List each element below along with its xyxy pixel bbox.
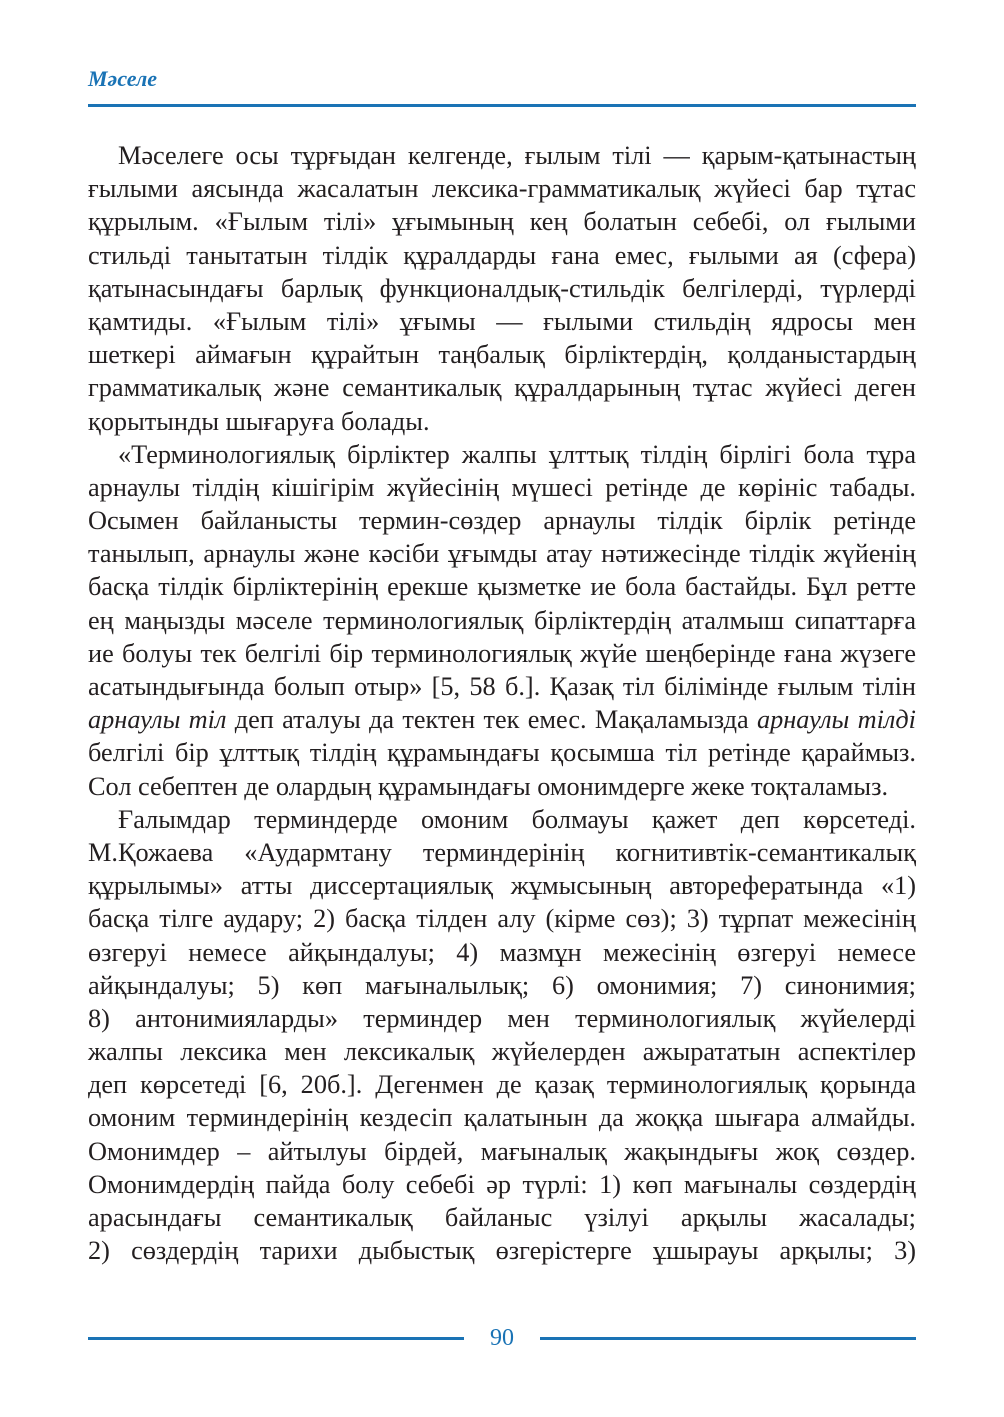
- text-line-with-italics: [88, 703, 916, 736]
- text-line: құрылым. «Ғылым тілі» ұғымының кең болатын себебі, ол ғылыми: [88, 207, 916, 237]
- text-line: деп көрсетеді [6, 20б.]. Дегенмен де қазақ терминологиялық қорында: [88, 1070, 916, 1100]
- article-body: [88, 139, 916, 1267]
- paragraph-2: [88, 438, 916, 803]
- text-line: қорытынды шығаруға болады.: [88, 406, 430, 436]
- text-line: шеткері аймағын құрайтын таңбалық бірліктердің, қолданыстардың: [88, 340, 916, 370]
- text-line: ең маңызды мәселе терминологиялық бірліктердің аталмыш сипаттарға: [88, 605, 916, 635]
- text-line: белгілі бір ұлттық тілдің құрамындағы қосымша тіл ретінде қараймыз.: [88, 738, 916, 768]
- text-line: қатынасындағы барлық функционалдық-стильдік белгілерді, түрлерді: [88, 273, 916, 303]
- text-line: жалпы лексика мен лексикалық жүйелерден ажырататын аспектілер: [88, 1037, 916, 1067]
- text-line: ғылыми аясында жасалатын лексика-грамматикалық жүйесі бар тұтас: [88, 174, 916, 204]
- text-line: Сол себептен де олардың құрамындағы омонимдерге жеке тоқталамыз.: [88, 771, 889, 801]
- text-line: «Терминологиялық бірліктер жалпы ұлттық тілдің бірлігі бола тұра: [118, 439, 916, 469]
- text-line: құрылымы» атты диссертациялық жұмысының авторефератында «1): [88, 871, 916, 901]
- text-line: өзгеруі немесе айқындалуы; 4) мазмұн межесінің өзгеруі немесе: [88, 937, 916, 967]
- italic-term: арнаулы тіл: [88, 705, 227, 735]
- text-line: басқа тілге аудару; 2) басқа тілден алу (кірме сөз); 3) тұрпат межесінің: [88, 904, 916, 934]
- text-line: асатындығында болып отыр» [5, 58 б.]. Қазақ тіл білімінде ғылым тілін: [88, 672, 916, 701]
- text-line: Омонимдер – айтылуы бірдей, мағыналық жақындығы жоқ сөздер.: [88, 1136, 916, 1166]
- text-line: арнаулы тілдің кішігірім жүйесінің мүшесі ретінде де көрініс табады.: [88, 472, 916, 502]
- text-line: қамтиды. «Ғылым тілі» ұғымы — ғылыми стильдің ядросы мен: [88, 306, 916, 336]
- italic-term: арнаулы тілді: [756, 705, 916, 735]
- text-line: басқа тілдік бірліктерінің ерекше қызметке ие бола бастайды. Бұл ретте: [88, 572, 916, 602]
- text-line: Ғалымдар терминдерде омоним болмауы қажет деп көрсетеді.: [118, 804, 916, 834]
- text-fragment: деп аталуы да тектен тек емес. Мақаламызда: [226, 705, 757, 735]
- text-line: грамматикалық және семантикалық құралдарының тұтас жүйесі деген: [88, 373, 916, 403]
- text-line: ие болуы тек белгілі бір терминологиялық жүйе шеңберінде ғана жүзеге: [88, 638, 916, 668]
- page-number: 90: [490, 1325, 514, 1351]
- footer-rule-right: [540, 1337, 916, 1340]
- text-line: арасындағы семантикалық байланыс үзілуі арқылы жасалады;: [88, 1203, 916, 1232]
- header-rule: [88, 104, 916, 107]
- text-line: М.Қожаева «Аудармтану терминдерінің когнитивтік-семантикалық: [88, 837, 916, 867]
- text-line: Омонимдердің пайда болу себебі әр түрлі: 1) көп мағыналы сөздердің: [88, 1169, 916, 1199]
- footer-rule-left: [88, 1337, 464, 1340]
- paragraph-3: [88, 803, 916, 1268]
- text-line: 8) антонимияларды» терминдер мен терминологиялық жүйелерді: [88, 1003, 916, 1033]
- text-line: стильді танытатын тілдік құралдарды ғана емес, ғылыми ая (сфера): [88, 240, 916, 270]
- text-line: танылып, арнаулы және кәсіби ұғымды атау нәтижесінде тілдік жүйенің: [88, 539, 916, 569]
- section-title: Мәселе: [88, 66, 158, 91]
- text-line: 2) сөздердің тарихи дыбыстық өзгерістерге ұшырауы арқылы; 3): [88, 1236, 916, 1266]
- text-line: Осымен байланысты термин-сөздер арнаулы тілдік бірлік ретінде: [88, 506, 916, 536]
- text-line: Мәселеге осы тұрғыдан келгенде, ғылым тілі — қарым-қатынастың: [118, 141, 916, 170]
- text-line: айқындалуы; 5) көп мағыналылық; 6) омонимия; 7) синонимия;: [88, 970, 916, 1000]
- paragraph-1: [88, 139, 916, 438]
- text-line: омоним терминдерінің кездесіп қалатынын да жоққа шығара алмайды.: [88, 1103, 916, 1133]
